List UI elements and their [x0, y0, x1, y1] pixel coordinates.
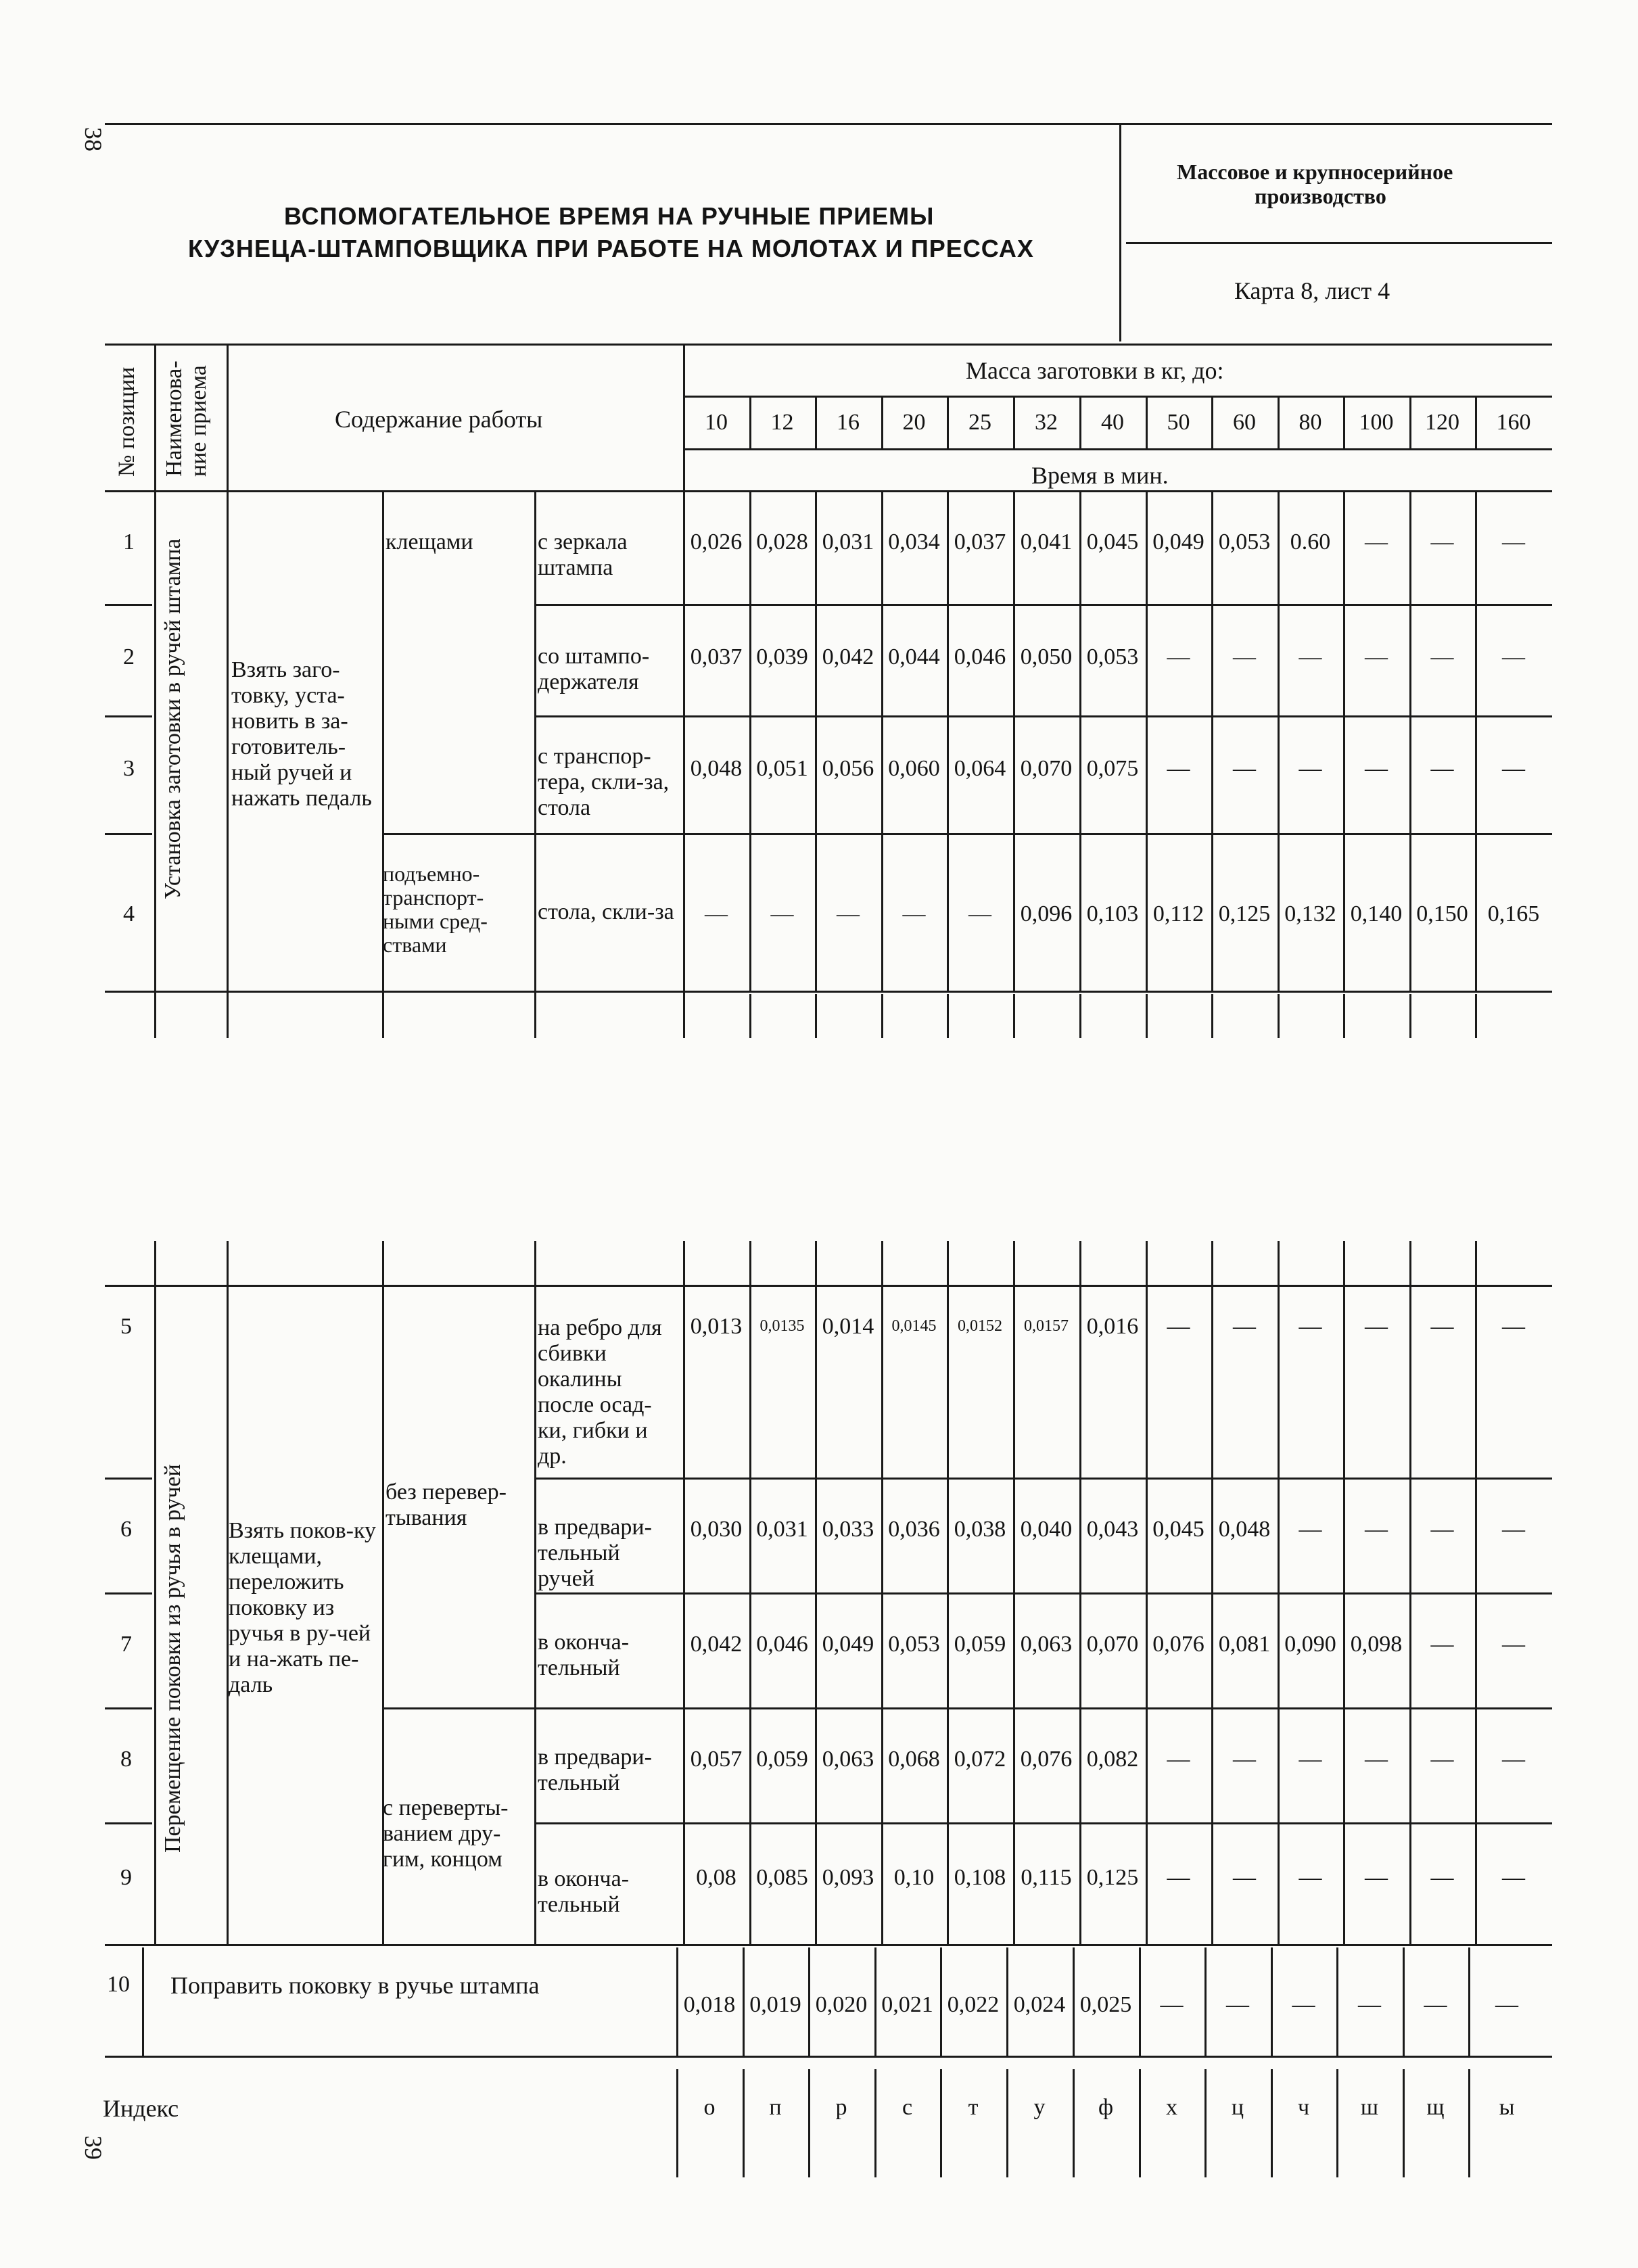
- row2-rule: [534, 715, 1552, 717]
- time-value: 0,082: [1086, 1747, 1139, 1772]
- time-value: 0,022: [947, 1992, 1000, 2017]
- row10-text: Поправить поковку в ручье штампа: [170, 1972, 540, 1999]
- time-value: —: [1502, 1517, 1525, 1542]
- col-header-content: Содержание работы: [335, 406, 543, 433]
- value-col-separator: [1278, 492, 1280, 992]
- time-value: 0,026: [690, 529, 743, 554]
- time-value: 0,132: [1284, 901, 1336, 926]
- index-col-separator: [1139, 2069, 1141, 2177]
- position-number: 4: [123, 901, 135, 926]
- time-value: 0,093: [822, 1865, 874, 1890]
- group1-action: Взять заго-товку, уста-новить в за-готовитель-ный ручей и нажать педаль: [231, 657, 372, 811]
- time-value: 0,112: [1152, 901, 1204, 926]
- time-value: 0,059: [954, 1632, 1006, 1657]
- time-value: —: [1365, 1314, 1388, 1339]
- time-value: 0,020: [815, 1992, 868, 2017]
- time-value: —: [1298, 1747, 1322, 1772]
- time-value: —: [1233, 644, 1256, 669]
- time-value: —: [1160, 1992, 1184, 2017]
- group1-bottom-rule: [105, 991, 1552, 993]
- time-value: 0,063: [1020, 1632, 1073, 1657]
- time-value: —: [837, 901, 860, 926]
- row5-rule: [534, 1478, 1552, 1480]
- time-value: 0,045: [1086, 529, 1139, 554]
- value-col-separator: [874, 1947, 876, 2056]
- time-value: —: [1365, 644, 1388, 669]
- index-letter: ч: [1297, 2095, 1310, 2120]
- time-value: 0,053: [1218, 529, 1271, 554]
- production-type-line2: производство: [1255, 184, 1386, 208]
- time-value: 0,165: [1487, 901, 1540, 926]
- time-value: 0,070: [1020, 756, 1073, 781]
- time-value: 0,059: [756, 1747, 808, 1772]
- work-detail: с транспор-тера, скли-за, стола: [538, 744, 670, 820]
- time-value: 0,049: [822, 1632, 874, 1657]
- time-value: —: [1365, 529, 1388, 554]
- mass-value: 80: [1298, 410, 1322, 435]
- mass-value: 16: [837, 410, 860, 435]
- index-col-separator: [874, 2069, 876, 2177]
- time-value: 0,140: [1350, 901, 1403, 926]
- time-value: 0,031: [756, 1517, 808, 1542]
- position-number: 8: [120, 1747, 132, 1772]
- index-col-separator: [1006, 2069, 1008, 2177]
- mass-col-separator: [1343, 398, 1345, 450]
- index-col-separator: [1271, 2069, 1273, 2177]
- mass-col-separator: [947, 398, 949, 450]
- time-value: 0.60: [1290, 529, 1331, 554]
- value-col-tick: [815, 994, 817, 1038]
- index-letter: ы: [1499, 2095, 1515, 2120]
- index-col-separator: [1073, 2069, 1075, 2177]
- time-value: —: [1502, 1865, 1525, 1890]
- work-detail: на ребро для сбивки окалины после осад-ки, гибки и др.: [538, 1315, 662, 1469]
- value-col-separator: [1278, 1241, 1280, 1944]
- time-value: 0,0157: [1024, 1317, 1069, 1335]
- time-value: 0,051: [756, 756, 808, 781]
- time-value: 0,018: [683, 1992, 736, 2017]
- index-letter: ф: [1098, 2095, 1114, 2120]
- time-value: 0,075: [1086, 756, 1139, 781]
- time-value: —: [1298, 1517, 1322, 1542]
- time-value: 0,021: [881, 1992, 933, 2017]
- row10-pos-line: [142, 1947, 144, 2056]
- value-col-tick: [1278, 994, 1280, 1038]
- value-col-tick: [881, 994, 883, 1038]
- time-value: 0,063: [822, 1747, 874, 1772]
- position-number: 3: [123, 756, 135, 781]
- time-value: 0,096: [1020, 901, 1073, 926]
- value-col-separator: [1475, 1241, 1477, 1944]
- index-letter: п: [769, 2095, 782, 2120]
- value-col-tick: [1343, 994, 1345, 1038]
- value-col-tick: [1475, 994, 1477, 1038]
- value-col-separator: [1409, 492, 1411, 992]
- group1-name: Установка заготовки в ручей штампа: [160, 538, 185, 899]
- index-line: [676, 2069, 678, 2177]
- group2-sub-no-flip: без перевер-тывания: [385, 1480, 507, 1530]
- value-col-separator: [1211, 492, 1213, 992]
- time-value: —: [1167, 1865, 1190, 1890]
- col-line-detail: [534, 492, 536, 1038]
- time-value: —: [1430, 1632, 1454, 1657]
- time-value: 0,090: [1284, 1632, 1336, 1657]
- value-col-separator: [1079, 1241, 1081, 1944]
- pos-rule-7: [105, 1707, 152, 1709]
- time-value: —: [1502, 1632, 1525, 1657]
- work-detail: в оконча-тельный: [538, 1630, 630, 1680]
- index-letter: у: [1033, 2095, 1046, 2120]
- group2-bottom-rule: [105, 1944, 1552, 1946]
- time-value: 0,070: [1086, 1632, 1139, 1657]
- value-col-tick: [1146, 994, 1148, 1038]
- col-header-position: № позиции: [114, 367, 139, 477]
- time-value: —: [1430, 1865, 1454, 1890]
- value-col-tick: [1079, 994, 1081, 1038]
- index-col-separator: [1336, 2069, 1338, 2177]
- index-col-separator: [808, 2069, 810, 2177]
- value-col-separator: [881, 492, 883, 992]
- time-value: —: [1298, 1314, 1322, 1339]
- time-value: 0,125: [1086, 1865, 1139, 1890]
- index-col-separator: [1204, 2069, 1207, 2177]
- mass-col-separator: [1211, 398, 1213, 450]
- time-value: —: [1365, 1747, 1388, 1772]
- time-value: 0,056: [822, 756, 874, 781]
- time-value: —: [1292, 1992, 1315, 2017]
- value-col-separator: [1468, 1947, 1470, 2056]
- value-col-separator: [1146, 1241, 1148, 1944]
- time-value: —: [1365, 1865, 1388, 1890]
- time-value: 0,068: [888, 1747, 940, 1772]
- time-value: —: [1430, 644, 1454, 669]
- row3-rule: [382, 833, 1552, 835]
- value-col-separator: [1475, 492, 1477, 992]
- group2-sub-flip: с переверты-ванием дру-гим, концом: [383, 1795, 509, 1872]
- time-value: 0,098: [1350, 1632, 1403, 1657]
- index-col-separator: [940, 2069, 942, 2177]
- value-col-separator: [749, 492, 751, 992]
- row10-bottom-rule: [105, 2056, 1552, 2058]
- top-rule: [105, 123, 1552, 125]
- time-value: 0,034: [888, 529, 940, 554]
- mass-col-separator: [1409, 398, 1411, 450]
- value-col-separator: [1006, 1947, 1008, 2056]
- index-letter: ш: [1360, 2095, 1379, 2120]
- pos-rule-3: [105, 833, 152, 835]
- header-right-rule: [1126, 242, 1552, 244]
- time-value: —: [1167, 644, 1190, 669]
- time-value: —: [1233, 756, 1256, 781]
- index-letter: ц: [1231, 2095, 1244, 2120]
- index-letter: с: [902, 2095, 913, 2120]
- time-value: —: [1226, 1992, 1249, 2017]
- value-col-tick: [1409, 994, 1411, 1038]
- time-value: 0,043: [1086, 1517, 1139, 1542]
- time-value: —: [1430, 529, 1454, 554]
- work-detail: в оконча-тельный: [538, 1866, 630, 1917]
- mass-col-separator: [1079, 398, 1081, 450]
- time-value: —: [1495, 1992, 1518, 2017]
- mass-col-separator: [881, 398, 883, 450]
- time-value: —: [1502, 1314, 1525, 1339]
- time-value: 0,038: [954, 1517, 1006, 1542]
- time-value: 0,041: [1020, 529, 1073, 554]
- time-value: —: [1298, 756, 1322, 781]
- mass-col-separator: [749, 398, 751, 450]
- time-value: 0,064: [954, 756, 1006, 781]
- value-col-separator: [1139, 1947, 1141, 2056]
- value-col-separator: [1204, 1947, 1207, 2056]
- value-col-separator: [1271, 1947, 1273, 2056]
- production-type-line1: Массовое и крупносерийное: [1177, 160, 1453, 184]
- group2-top-rule: [105, 1285, 1552, 1287]
- value-col-tick: [749, 994, 751, 1038]
- time-value: —: [1424, 1992, 1447, 2017]
- index-col-separator: [1468, 2069, 1470, 2177]
- value-col-separator: [1013, 1241, 1015, 1944]
- work-detail: в предвари-тельный: [538, 1745, 652, 1795]
- pos-rule-8: [105, 1822, 152, 1824]
- value-col-separator: [1073, 1947, 1075, 2056]
- time-value: —: [1233, 1865, 1256, 1890]
- row8-rule: [534, 1822, 1552, 1824]
- time-value: 0,044: [888, 644, 940, 669]
- position-number: 9: [120, 1865, 132, 1890]
- time-value: —: [1233, 1314, 1256, 1339]
- time-value: 0,150: [1416, 901, 1468, 926]
- row7-rule: [382, 1707, 1552, 1709]
- time-value: 0,019: [749, 1992, 801, 2017]
- time-value: —: [1167, 1747, 1190, 1772]
- time-value: 0,046: [954, 644, 1006, 669]
- mass-value: 32: [1035, 410, 1058, 435]
- time-value: —: [1430, 1314, 1454, 1339]
- index-col-separator: [1403, 2069, 1405, 2177]
- mass-col-separator: [1146, 398, 1148, 450]
- value-col-separator: [1343, 492, 1345, 992]
- work-detail: с зеркала штампа: [538, 529, 628, 580]
- time-value: 0,046: [756, 1632, 808, 1657]
- index-letter: х: [1166, 2095, 1177, 2120]
- header-bottom-rule: [105, 490, 1552, 492]
- index-letter: щ: [1426, 2095, 1445, 2120]
- time-value: —: [1430, 1517, 1454, 1542]
- mass-value: 120: [1425, 410, 1459, 435]
- position-number: 7: [120, 1632, 132, 1657]
- value-col-separator: [1336, 1947, 1338, 2056]
- value-col-separator: [815, 492, 817, 992]
- pos-rule-1: [105, 604, 152, 606]
- time-value: 0,103: [1086, 901, 1139, 926]
- time-value: —: [902, 901, 926, 926]
- time-value: 0,024: [1013, 1992, 1066, 2017]
- time-value: —: [1502, 529, 1525, 554]
- mass-value: 100: [1359, 410, 1394, 435]
- time-value: 0,028: [756, 529, 808, 554]
- pos-rule-6: [105, 1592, 152, 1594]
- time-value: —: [1233, 1747, 1256, 1772]
- time-value: 0,053: [1086, 644, 1139, 669]
- mass-value: 25: [968, 410, 991, 435]
- time-value: 0,037: [690, 644, 743, 669]
- position-number: 2: [123, 644, 135, 669]
- value-col-separator: [808, 1947, 810, 2056]
- index-letter: р: [835, 2095, 847, 2120]
- time-value: 0,08: [696, 1865, 736, 1890]
- time-value: 0,081: [1218, 1632, 1271, 1657]
- work-detail: стола, скли-за: [538, 899, 674, 924]
- group2-name: Перемещение поковки из ручья в ручей: [160, 1464, 185, 1853]
- value-col-separator: [881, 1241, 883, 1944]
- time-value: —: [1298, 644, 1322, 669]
- time-value: 0,016: [1086, 1314, 1139, 1339]
- pos-rule-2: [105, 715, 152, 717]
- time-value: 0,042: [822, 644, 874, 669]
- time-value: —: [1365, 756, 1388, 781]
- value-col-separator: [1409, 1241, 1411, 1944]
- time-value: 0,072: [954, 1747, 1006, 1772]
- value-col-tick: [1211, 994, 1213, 1038]
- position-number: 6: [120, 1517, 132, 1542]
- time-value: —: [705, 901, 728, 926]
- mass-col-separator: [1278, 398, 1280, 450]
- time-value: —: [968, 901, 991, 926]
- time-value: —: [1358, 1992, 1381, 2017]
- mass-col-separator: [1475, 398, 1477, 450]
- page-title-line1: ВСПОМОГАТЕЛЬНОЕ ВРЕМЯ НА РУЧНЫЕ ПРИЕМЫ: [284, 202, 935, 230]
- value-col-separator: [940, 1947, 942, 2056]
- mass-value: 20: [902, 410, 926, 435]
- page-number-bottom: 39: [80, 2135, 107, 2160]
- value-col-separator: [815, 1241, 817, 1944]
- index-letter: о: [703, 2095, 716, 2120]
- position-number: 5: [120, 1314, 132, 1339]
- value-col-separator: [749, 1241, 751, 1944]
- time-value: 0,076: [1020, 1747, 1073, 1772]
- group1-sub-tongs: клещами: [385, 529, 473, 554]
- value-col-separator: [1403, 1947, 1405, 2056]
- value-col-separator: [947, 492, 949, 992]
- time-value: 0,076: [1152, 1632, 1204, 1657]
- time-value: —: [1430, 756, 1454, 781]
- value-col-separator: [743, 1947, 745, 2056]
- time-value: 0,045: [1152, 1517, 1204, 1542]
- value-col-tick: [947, 994, 949, 1038]
- time-value: 0,125: [1218, 901, 1271, 926]
- value-col-tick: [1013, 994, 1015, 1038]
- mass-col-separator: [1013, 398, 1015, 450]
- mass-col-separator: [815, 398, 817, 450]
- time-value: 0,050: [1020, 644, 1073, 669]
- col-header-mass: Масса заготовки в кг, до:: [966, 357, 1224, 384]
- value-col-separator: [1343, 1241, 1345, 1944]
- time-value: 0,030: [690, 1517, 743, 1542]
- work-detail: в предвари-тельный ручей: [538, 1515, 652, 1591]
- index-col-separator: [743, 2069, 745, 2177]
- time-value: 0,013: [690, 1314, 743, 1339]
- col-header-time: Время в мин.: [1031, 462, 1169, 489]
- mass-value: 40: [1101, 410, 1124, 435]
- time-value: 0,025: [1079, 1992, 1132, 2017]
- value-col-separator: [947, 1241, 949, 1944]
- time-value: —: [1502, 756, 1525, 781]
- col-line-pos: [154, 345, 156, 1038]
- time-value: 0,014: [822, 1314, 874, 1339]
- col-header-technique: Наименова-ние приема: [162, 360, 211, 477]
- mass-value: 10: [705, 410, 728, 435]
- time-value: —: [770, 901, 794, 926]
- value-col-separator: [1211, 1241, 1213, 1944]
- time-value: —: [1298, 1865, 1322, 1890]
- col-line-name: [227, 345, 229, 1038]
- time-value: 0,0152: [958, 1317, 1002, 1335]
- time-value: 0,0135: [759, 1317, 805, 1335]
- value-col-separator: [1079, 492, 1081, 992]
- time-value: 0,053: [888, 1632, 940, 1657]
- page-number-top: 38: [80, 127, 107, 151]
- time-value: 0,0145: [891, 1317, 937, 1335]
- time-value: 0,033: [822, 1517, 874, 1542]
- time-value: 0,040: [1020, 1517, 1073, 1542]
- time-value: 0,037: [954, 529, 1006, 554]
- time-value: 0,039: [756, 644, 808, 669]
- time-value: 0,042: [690, 1632, 743, 1657]
- header-divider: [1119, 125, 1121, 341]
- time-value: 0,108: [954, 1865, 1006, 1890]
- time-value: 0,036: [888, 1517, 940, 1542]
- mass-value: 12: [770, 410, 794, 435]
- card-label: Карта 8, лист 4: [1234, 277, 1390, 304]
- col-line-pos-2: [154, 1241, 156, 1944]
- row10-position: 10: [107, 1972, 130, 1997]
- pos-rule-5: [105, 1478, 152, 1480]
- index-label: Индекс: [103, 2095, 179, 2122]
- time-value: 0,031: [822, 529, 874, 554]
- time-value: 0,115: [1021, 1865, 1072, 1890]
- time-value: —: [1502, 644, 1525, 669]
- time-value: 0,10: [893, 1865, 935, 1890]
- position-number: 1: [123, 529, 135, 554]
- mass-value: 50: [1167, 410, 1190, 435]
- table-top-rule: [105, 344, 1552, 346]
- time-value: —: [1167, 1314, 1190, 1339]
- time-value: —: [1502, 1747, 1525, 1772]
- value-col-separator: [1013, 492, 1015, 992]
- index-letter: т: [968, 2095, 979, 2120]
- time-value: 0,060: [888, 756, 940, 781]
- page-title-line2: КУЗНЕЦА-ШТАМПОВЩИКА ПРИ РАБОТЕ НА МОЛОТАХ И ПРЕССАХ: [188, 235, 1034, 262]
- group1-sub-lifting: подъемно-транспорт-ными сред-ствами: [383, 861, 488, 957]
- row6-rule: [534, 1592, 1552, 1594]
- time-value: —: [1430, 1747, 1454, 1772]
- mass-value: 60: [1233, 410, 1256, 435]
- time-value: 0,048: [1218, 1517, 1271, 1542]
- row1-rule: [534, 604, 1552, 606]
- time-value: 0,048: [690, 756, 743, 781]
- value-col-separator: [1146, 492, 1148, 992]
- time-value: —: [1365, 1517, 1388, 1542]
- mass-value: 160: [1496, 410, 1531, 435]
- group2-action: Взять поков-ку клещами, переложить поковку из ручья в ру-чей и на-жать пе-даль: [229, 1518, 377, 1697]
- work-detail: со штампо-держателя: [538, 644, 650, 694]
- time-value: 0,049: [1152, 529, 1204, 554]
- time-value: —: [1167, 756, 1190, 781]
- time-value: 0,057: [690, 1747, 743, 1772]
- time-value: 0,085: [756, 1865, 808, 1890]
